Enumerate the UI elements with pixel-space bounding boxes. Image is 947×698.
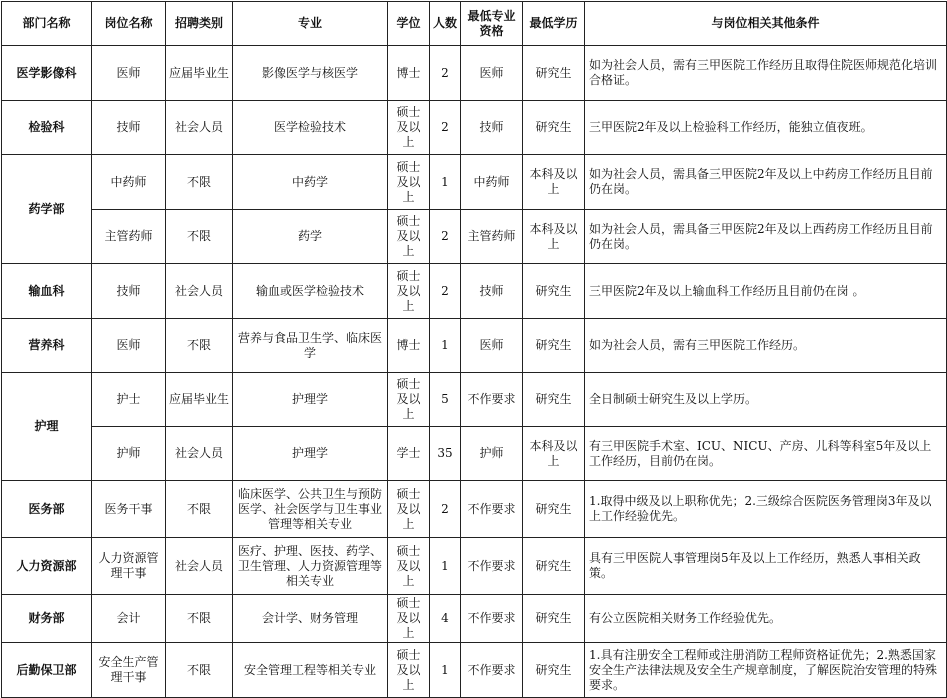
header-conditions: 与岗位相关其他条件	[585, 2, 947, 46]
conditions-cell: 如为社会人员，需有三甲医院工作经历且取得住院医师规范化培训合格证。	[585, 46, 947, 101]
table-row	[2, 210, 947, 264]
count-cell: 1	[430, 643, 461, 698]
education-cell: 研究生	[523, 101, 585, 155]
degree-cell: 硕士及以上	[388, 643, 430, 698]
degree-cell: 硕士及以上	[388, 264, 430, 319]
conditions-cell: 有公立医院相关财务工作经验优先。	[585, 595, 947, 643]
table-row	[2, 319, 947, 373]
qualification-cell: 医师	[461, 319, 523, 373]
major-cell: 护理学	[233, 427, 388, 481]
major-cell: 安全管理工程等相关专业	[233, 643, 388, 698]
education-cell: 研究生	[523, 373, 585, 427]
position-cell: 医师	[92, 319, 166, 373]
major-cell: 会计学、财务管理	[233, 595, 388, 643]
conditions-cell: 如为社会人员，需具备三甲医院2年及以上西药房工作经历且目前仍在岗。	[585, 210, 947, 264]
category-cell: 不限	[166, 155, 233, 210]
category-cell: 不限	[166, 319, 233, 373]
major-cell: 中药学	[233, 155, 388, 210]
position-cell: 技师	[92, 101, 166, 155]
count-cell: 35	[430, 427, 461, 481]
education-cell: 本科及以上	[523, 427, 585, 481]
dept-cell: 药学部	[2, 155, 92, 264]
category-cell: 不限	[166, 481, 233, 538]
table-row	[2, 46, 947, 101]
position-cell: 会计	[92, 595, 166, 643]
position-cell: 医师	[92, 46, 166, 101]
count-cell: 1	[430, 319, 461, 373]
qualification-cell: 技师	[461, 101, 523, 155]
position-cell: 安全生产管理干事	[92, 643, 166, 698]
dept-cell: 营养科	[2, 319, 92, 373]
header-qualification: 最低专业资格	[461, 2, 523, 46]
dept-cell: 医务部	[2, 481, 92, 538]
major-cell: 药学	[233, 210, 388, 264]
dept-cell: 财务部	[2, 595, 92, 643]
table-row	[2, 481, 947, 538]
header-education: 最低学历	[523, 2, 585, 46]
position-cell: 护士	[92, 373, 166, 427]
count-cell: 2	[430, 264, 461, 319]
conditions-cell: 有三甲医院手术室、ICU、NICU、产房、儿科等科室5年及以上工作经历，目前仍在岗。	[585, 427, 947, 481]
category-cell: 社会人员	[166, 101, 233, 155]
education-cell: 研究生	[523, 264, 585, 319]
table-row	[2, 595, 947, 643]
conditions-cell: 三甲医院2年及以上输血科工作经历且目前仍在岗 。	[585, 264, 947, 319]
table-row	[2, 101, 947, 155]
conditions-cell: 全日制硕士研究生及以上学历。	[585, 373, 947, 427]
dept-cell: 护理	[2, 373, 92, 481]
header-dept: 部门名称	[2, 2, 92, 46]
conditions-cell: 如为社会人员，需有三甲医院工作经历。	[585, 319, 947, 373]
header-degree: 学位	[388, 2, 430, 46]
count-cell: 2	[430, 46, 461, 101]
table-row	[2, 373, 947, 427]
category-cell: 应届毕业生	[166, 373, 233, 427]
count-cell: 2	[430, 481, 461, 538]
dept-cell: 输血科	[2, 264, 92, 319]
qualification-cell: 护师	[461, 427, 523, 481]
major-cell: 输血或医学检验技术	[233, 264, 388, 319]
count-cell: 5	[430, 373, 461, 427]
qualification-cell: 不作要求	[461, 373, 523, 427]
position-cell: 人力资源管理干事	[92, 538, 166, 595]
table-row	[2, 264, 947, 319]
category-cell: 不限	[166, 643, 233, 698]
degree-cell: 硕士及以上	[388, 595, 430, 643]
major-cell: 影像医学与核医学	[233, 46, 388, 101]
education-cell: 研究生	[523, 643, 585, 698]
degree-cell: 博士	[388, 319, 430, 373]
degree-cell: 硕士及以上	[388, 155, 430, 210]
header-position: 岗位名称	[92, 2, 166, 46]
count-cell: 4	[430, 595, 461, 643]
category-cell: 社会人员	[166, 264, 233, 319]
count-cell: 1	[430, 155, 461, 210]
conditions-cell: 如为社会人员，需具备三甲医院2年及以上中药房工作经历且目前仍在岗。	[585, 155, 947, 210]
major-cell: 医疗、护理、医技、药学、卫生管理、人力资源管理等相关专业	[233, 538, 388, 595]
education-cell: 研究生	[523, 538, 585, 595]
header-count: 人数	[430, 2, 461, 46]
position-cell: 主管药师	[92, 210, 166, 264]
degree-cell: 硕士及以上	[388, 538, 430, 595]
education-cell: 研究生	[523, 319, 585, 373]
dept-cell: 医学影像科	[2, 46, 92, 101]
major-cell: 营养与食品卫生学、临床医学	[233, 319, 388, 373]
count-cell: 2	[430, 210, 461, 264]
table-row	[2, 643, 947, 698]
category-cell: 不限	[166, 595, 233, 643]
count-cell: 1	[430, 538, 461, 595]
major-cell: 临床医学、公共卫生与预防医学、社会医学与卫生事业管理等相关专业	[233, 481, 388, 538]
table-row	[2, 427, 947, 481]
qualification-cell: 技师	[461, 264, 523, 319]
education-cell: 研究生	[523, 595, 585, 643]
qualification-cell: 主管药师	[461, 210, 523, 264]
major-cell: 医学检验技术	[233, 101, 388, 155]
degree-cell: 硕士及以上	[388, 210, 430, 264]
conditions-cell: 1.具有注册安全工程师或注册消防工程师资格证优先；2.熟悉国家安全生产法律法规及安全生产规章制度，了解医院治安管理的特殊要求。	[585, 643, 947, 698]
position-cell: 医务干事	[92, 481, 166, 538]
dept-cell: 检验科	[2, 101, 92, 155]
table-row	[2, 538, 947, 595]
table-row	[2, 155, 947, 210]
conditions-cell: 1.取得中级及以上职称优先；2.三级综合医院医务管理岗3年及以上工作经验优先。	[585, 481, 947, 538]
position-cell: 护师	[92, 427, 166, 481]
qualification-cell: 医师	[461, 46, 523, 101]
category-cell: 应届毕业生	[166, 46, 233, 101]
qualification-cell: 不作要求	[461, 643, 523, 698]
degree-cell: 学士	[388, 427, 430, 481]
degree-cell: 硕士及以上	[388, 373, 430, 427]
header-category: 招聘类别	[166, 2, 233, 46]
qualification-cell: 不作要求	[461, 481, 523, 538]
conditions-cell: 具有三甲医院人事管理岗5年及以上工作经历，熟悉人事相关政策。	[585, 538, 947, 595]
qualification-cell: 中药师	[461, 155, 523, 210]
dept-cell: 后勤保卫部	[2, 643, 92, 698]
category-cell: 社会人员	[166, 427, 233, 481]
header-row	[2, 2, 947, 46]
conditions-cell: 三甲医院2年及以上检验科工作经历，能独立值夜班。	[585, 101, 947, 155]
count-cell: 2	[430, 101, 461, 155]
dept-cell: 人力资源部	[2, 538, 92, 595]
recruitment-table	[1, 1, 947, 698]
category-cell: 社会人员	[166, 538, 233, 595]
major-cell: 护理学	[233, 373, 388, 427]
position-cell: 中药师	[92, 155, 166, 210]
education-cell: 本科及以上	[523, 210, 585, 264]
position-cell: 技师	[92, 264, 166, 319]
education-cell: 本科及以上	[523, 155, 585, 210]
education-cell: 研究生	[523, 481, 585, 538]
category-cell: 不限	[166, 210, 233, 264]
degree-cell: 硕士及以上	[388, 481, 430, 538]
qualification-cell: 不作要求	[461, 538, 523, 595]
degree-cell: 博士	[388, 46, 430, 101]
header-major: 专业	[233, 2, 388, 46]
education-cell: 研究生	[523, 46, 585, 101]
qualification-cell: 不作要求	[461, 595, 523, 643]
degree-cell: 硕士及以上	[388, 101, 430, 155]
